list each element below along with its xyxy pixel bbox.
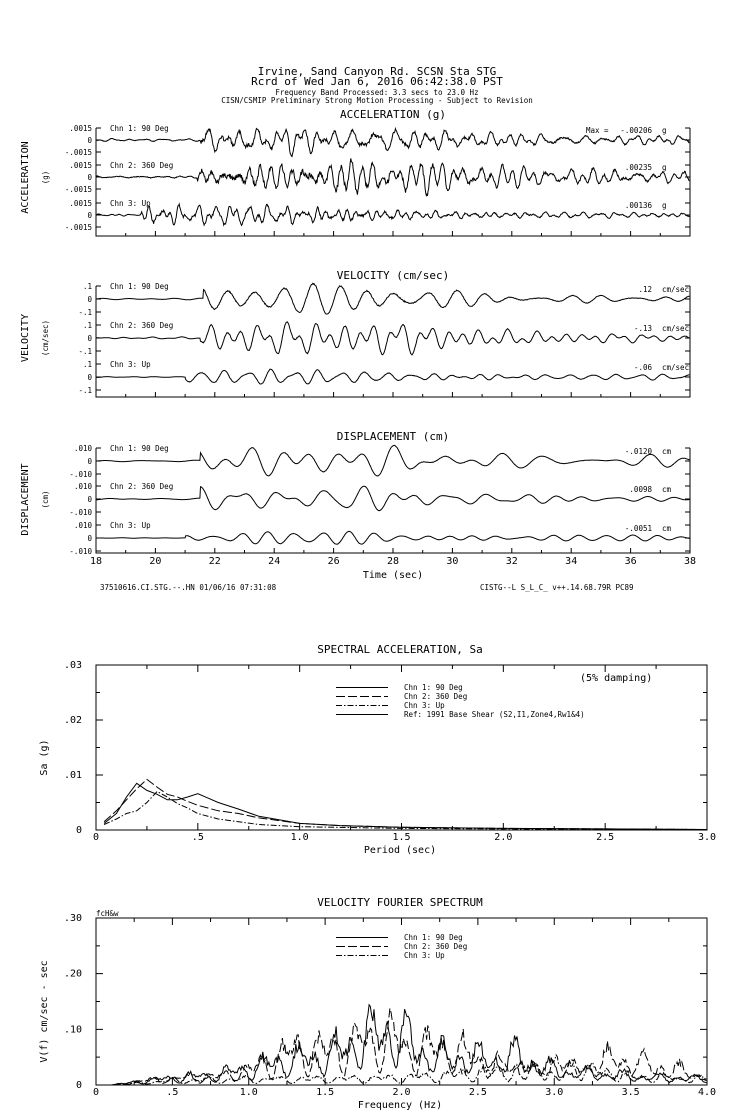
x-tick-label: 1.0 [290, 832, 309, 843]
panel-title: VELOCITY FOURIER SPECTRUM [317, 896, 483, 909]
x-tick-label: .5 [191, 832, 204, 843]
legend-label: Chn 2: 360 Deg [404, 692, 468, 701]
x-tick-label: 20 [149, 556, 162, 567]
y-ticks [96, 325, 690, 351]
y-tick-label: -.010 [69, 547, 92, 556]
x-tick-label: 1.5 [316, 1087, 335, 1098]
x-axis-label: Period (sec) [363, 845, 437, 856]
channel-label: Chn 3: Up [110, 199, 151, 208]
y-tick-label: 0 [75, 1080, 82, 1091]
y-tick-label: .0015 [69, 124, 92, 133]
waveform-line [96, 369, 689, 384]
channel-label: Chn 1: 90 Deg [110, 444, 169, 453]
y-axis-label: V(f) cm/sec - sec [39, 960, 50, 1063]
x-tick-label: 28 [386, 556, 400, 567]
x-tick-label: 2.0 [392, 1087, 411, 1098]
channel-trace-3 [69, 521, 690, 556]
y-tick-label: .02 [63, 715, 82, 726]
x-tick-label: 3.5 [621, 1087, 640, 1098]
channel-label: Chn 3: Up [110, 521, 151, 530]
y-axis-unit: (cm/sec) [41, 319, 50, 357]
waveform-line [96, 158, 689, 195]
y-tick-label: 0 [87, 534, 92, 543]
y-tick-label: .010 [73, 521, 92, 530]
spectrum-panel-1 [39, 643, 716, 856]
max-value: .00235 [624, 163, 652, 172]
y-tick-label: 0 [87, 334, 92, 343]
x-tick-label: .5 [166, 1087, 179, 1098]
x-tick-label: 2.0 [494, 832, 513, 843]
header-processing-note: CISN/CSMIP Preliminary Strong Motion Processing - Subject to Revision [221, 96, 533, 105]
max-value: -.0120 [624, 447, 652, 456]
series-line-2 [111, 1008, 706, 1085]
panel-title: SPECTRAL ACCELERATION, Sa [317, 643, 483, 656]
header [221, 65, 533, 105]
x-tick-label: 18 [89, 556, 103, 567]
max-unit: cm [662, 485, 672, 494]
x-axis-label: Time (sec) [362, 570, 424, 581]
y-tick-label: 0 [75, 825, 82, 836]
time-series-panel-2 [20, 269, 690, 397]
time-series-panel-3 [20, 430, 696, 581]
max-unit: cm [662, 447, 672, 456]
x-tick-label: 3.0 [697, 832, 717, 843]
series-line-1 [104, 783, 707, 829]
max-value: .12 [638, 285, 652, 294]
waveform-line [96, 204, 689, 225]
channel-trace-2 [65, 158, 690, 195]
series-line-3 [104, 792, 707, 830]
series-line-3 [111, 1055, 706, 1085]
x-tick-label: 22 [208, 556, 221, 567]
x-tick-label: 36 [624, 556, 637, 567]
x-axis-label: Frequency (Hz) [357, 1100, 443, 1111]
y-tick-label: -.010 [69, 508, 92, 517]
y-tick-label: 0 [87, 211, 92, 220]
x-tick-label: 30 [446, 556, 459, 567]
header-record-date: Rcrd of Wed Jan 6, 2016 06:42:38.0 PST [251, 75, 503, 88]
y-tick-label: 0 [87, 136, 92, 145]
channel-trace-1 [69, 444, 690, 479]
corner-label: fcH&w [96, 909, 119, 918]
y-tick-label: .010 [73, 444, 92, 453]
x-tick-label: 3.0 [545, 1087, 564, 1098]
y-tick-label: .0015 [69, 161, 92, 170]
max-value: -.13 [633, 324, 652, 333]
max-prefix: Max = [586, 126, 609, 135]
y-tick-label: 0 [87, 373, 92, 382]
panel-title: VELOCITY (cm/sec) [336, 269, 450, 282]
x-tick-label: 38 [683, 556, 697, 567]
y-ticks [96, 486, 690, 512]
max-value: -.00206 [620, 126, 652, 135]
y-axis-label: Sa (g) [39, 739, 50, 776]
channel-label: Chn 1: 90 Deg [110, 124, 169, 133]
y-axis-label: VELOCITY [20, 313, 31, 363]
max-unit: g [662, 126, 667, 135]
series-line-1 [111, 1005, 706, 1085]
max-unit: cm [662, 524, 672, 533]
legend-label: Chn 3: Up [404, 951, 445, 960]
waveform-line [96, 486, 689, 510]
y-tick-label: -.1 [78, 347, 92, 356]
waveform-line [96, 445, 689, 476]
max-unit: cm/sec [662, 324, 690, 333]
y-tick-label: .0015 [69, 199, 92, 208]
y-tick-label: .1 [82, 282, 92, 291]
plot-frame [96, 918, 707, 1085]
header-frequency-band: Frequency Band Processed: 3.3 secs to 23.0 Hz [275, 88, 479, 97]
max-value: .0098 [629, 485, 652, 494]
x-tick-label: 2.5 [468, 1087, 487, 1098]
channel-trace-2 [78, 321, 690, 356]
footer-processing-code: CISTG--L S_L_C_ v++.14.68.79R PC89 [480, 583, 634, 592]
max-unit: g [662, 163, 667, 172]
legend-label: Chn 2: 360 Deg [404, 942, 468, 951]
y-tick-label: .10 [63, 1024, 82, 1036]
y-tick-label: -.0015 [64, 148, 92, 157]
legend-label: Chn 1: 90 Deg [404, 933, 463, 942]
y-tick-label: 0 [87, 457, 92, 466]
y-tick-label: -.0015 [64, 185, 92, 194]
spectrum-panel-2 [39, 896, 716, 1111]
x-tick-label: 0 [92, 1087, 100, 1098]
y-tick-label: .30 [63, 913, 82, 924]
channel-trace-1 [78, 282, 690, 317]
x-tick-label: 32 [505, 556, 518, 567]
channel-trace-3 [78, 360, 690, 395]
legend-label: Chn 3: Up [404, 701, 445, 710]
channel-label: Chn 1: 90 Deg [110, 282, 169, 291]
y-tick-label: -.0015 [64, 223, 92, 232]
channel-trace-1 [65, 124, 690, 157]
y-tick-label: -.1 [78, 308, 92, 317]
y-tick-label: 0 [87, 173, 92, 182]
channel-trace-3 [65, 199, 690, 232]
y-axis-unit: (g) [41, 170, 50, 185]
max-value: -.0051 [624, 524, 652, 533]
series-line-2 [104, 779, 707, 829]
legend-label: Ref: 1991 Base Shear (S2,I1,Zone4,Rw1&4) [404, 710, 585, 719]
y-axis-label: DISPLACEMENT [20, 463, 31, 536]
damping-note: (5% damping) [580, 673, 653, 684]
x-tick-label: 0 [92, 832, 100, 843]
time-series-panel-1 [20, 108, 690, 236]
channel-label: Chn 2: 360 Deg [110, 161, 174, 170]
waveform-line [96, 283, 689, 314]
x-tick-label: 1.0 [239, 1087, 258, 1098]
y-tick-label: .01 [63, 770, 82, 781]
x-tick-label: 34 [565, 556, 578, 567]
waveform-line [96, 322, 689, 355]
max-unit: cm/sec [662, 285, 690, 294]
y-tick-label: -.1 [78, 386, 92, 395]
panel-frame [96, 128, 690, 236]
y-tick-label: .010 [73, 482, 92, 491]
max-unit: g [662, 201, 667, 210]
channel-trace-2 [69, 482, 690, 517]
panel-title: DISPLACEMENT (cm) [336, 430, 450, 443]
x-tick-label: 2.5 [596, 832, 615, 843]
y-ticks [96, 286, 690, 312]
y-tick-label: -.010 [69, 470, 92, 479]
max-value: .00136 [624, 201, 652, 210]
channel-label: Chn 2: 360 Deg [110, 482, 174, 491]
y-tick-label: .20 [63, 968, 82, 980]
channel-label: Chn 2: 360 Deg [110, 321, 174, 330]
x-tick-label: 4.0 [697, 1087, 717, 1098]
x-tick-label: 1.5 [392, 832, 411, 843]
y-tick-label: 0 [87, 495, 92, 504]
channel-label: Chn 3: Up [110, 360, 151, 369]
header-station: Irvine, Sand Canyon Rd. SCSN Sta STG [257, 65, 497, 78]
y-tick-label: .1 [82, 321, 92, 330]
panel-title: ACCELERATION (g) [340, 108, 446, 121]
x-tick-label: 26 [327, 556, 340, 567]
x-tick-label: 24 [268, 556, 281, 567]
y-tick-label: .1 [82, 360, 92, 369]
y-axis-label: ACCELERATION [20, 141, 31, 214]
max-unit: cm/sec [662, 363, 690, 372]
max-value: -.06 [633, 363, 652, 372]
y-tick-label: .03 [63, 660, 82, 671]
legend-label: Chn 1: 90 Deg [404, 683, 463, 692]
footer-record-id: 37510616.CI.STG.--.HN 01/06/16 07:31:08 [100, 583, 277, 592]
plot-frame [96, 665, 707, 830]
y-axis-unit: (cm) [41, 490, 50, 509]
y-tick-label: 0 [87, 295, 92, 304]
waveform-line [96, 531, 689, 544]
